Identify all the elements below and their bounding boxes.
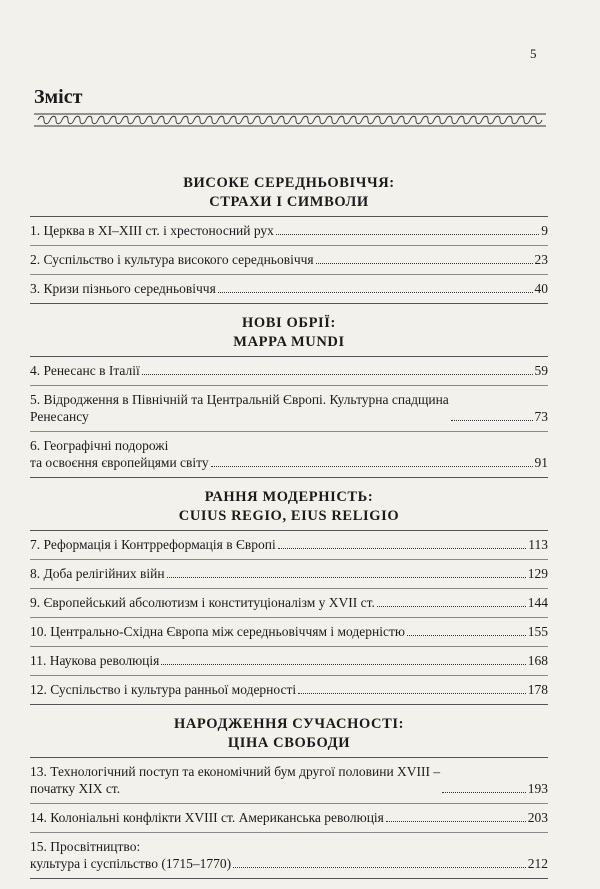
entry-page-number: 9 (541, 223, 548, 238)
toc-entry[interactable] (30, 245, 548, 274)
entry-page-number: 113 (528, 537, 548, 552)
entry-title (30, 681, 296, 698)
section-title (30, 314, 548, 352)
entry-title (30, 536, 276, 553)
toc-section (30, 488, 548, 705)
entry-title-line: 10. Центрально-Східна Європа між середньовіччям і модерністю (30, 624, 405, 639)
toc-entry[interactable] (30, 617, 548, 646)
section-title (30, 174, 548, 212)
section-title-line: MAPPA MUNDI (233, 334, 345, 350)
toc-section (30, 314, 548, 478)
entry-title (30, 391, 449, 425)
toc-entry[interactable] (30, 757, 548, 803)
dot-leader (407, 635, 526, 636)
section-title-line: CUIUS REGIO, EIUS RELIGIO (178, 508, 400, 524)
toc-entry[interactable] (30, 803, 548, 832)
toc-section (30, 715, 548, 879)
toc-entry[interactable] (30, 559, 548, 588)
entry-title-line: 6. Географічні подорожі (30, 438, 169, 453)
entry-page-number: 168 (527, 653, 548, 668)
dot-leader (442, 792, 526, 793)
toc-entry[interactable] (30, 216, 548, 245)
section-title (30, 488, 548, 526)
entry-title (30, 280, 216, 297)
entry-title-line: та освоєння європейцями світу (30, 455, 209, 470)
dot-leader (276, 234, 539, 235)
entry-page-number: 178 (527, 682, 548, 697)
dot-leader (211, 466, 533, 467)
entry-page-number: 155 (527, 624, 548, 639)
section-title-line: РАННЯ МОДЕРНІСТЬ: (204, 489, 374, 505)
entry-title (30, 565, 165, 582)
entry-title (30, 809, 384, 826)
entry-list (30, 530, 548, 705)
entry-title-line: 7. Реформація і Контрреформація в Європі (30, 537, 276, 552)
entry-title-line: 11. Наукова революція (30, 653, 160, 668)
entry-list (30, 216, 548, 304)
dot-leader (161, 664, 525, 665)
dot-leader (451, 420, 533, 421)
section-title-line: ЦІНА СВОБОДИ (227, 735, 351, 751)
entry-title-line: Ренесансу (30, 409, 89, 424)
entry-page-number: 203 (527, 810, 548, 825)
toc-section (30, 174, 548, 304)
entry-page-number: 193 (527, 781, 548, 796)
toc-entry[interactable] (30, 646, 548, 675)
entry-title (30, 437, 209, 471)
entry-title (30, 251, 314, 268)
entry-title-line: 1. Церква в XI–XIII ст. і хрестоносний рух (30, 223, 274, 238)
entry-title-line: культура і суспільство (1715–1770) (30, 856, 232, 871)
dot-leader (167, 577, 526, 578)
entry-title (30, 838, 231, 872)
ornamental-divider (34, 112, 546, 128)
entry-page-number: 23 (534, 252, 548, 267)
section-title-line: СТРАХИ І СИМВОЛИ (209, 194, 369, 210)
entry-title-line: початку XIX ст. (30, 781, 121, 796)
toc-entry[interactable] (30, 588, 548, 617)
entry-title-line: 9. Європейський абсолютизм і конституціоналізм у XVII ст. (30, 595, 375, 610)
entry-title-line: 13. Технологічний поступ та економічний бум другої половини XVIII – (30, 764, 441, 779)
dot-leader (233, 867, 526, 868)
section-title-line: ВИСОКЕ СЕРЕДНЬОВІЧЧЯ: (183, 175, 395, 191)
dot-leader (386, 821, 526, 822)
entry-title-line: 14. Колоніальні конфлікти XVIII ст. Американська революція (30, 810, 384, 825)
page-number: 5 (530, 46, 537, 61)
dot-leader (218, 292, 533, 293)
entry-page-number: 73 (534, 409, 548, 424)
entry-title (30, 652, 159, 669)
dot-leader (278, 548, 527, 549)
entry-title-line: 8. Доба релігійних війн (30, 566, 165, 581)
toc-entry[interactable] (30, 385, 548, 431)
entry-title (30, 594, 375, 611)
entry-page-number: 91 (534, 455, 548, 470)
entry-page-number: 212 (527, 856, 548, 871)
entry-title-line: 3. Кризи пізнього середньовіччя (30, 281, 216, 296)
section-title (30, 715, 548, 753)
entry-page-number: 129 (527, 566, 548, 581)
table-of-contents (30, 174, 548, 889)
entry-list (30, 356, 548, 478)
entry-title-line: 5. Відродження в Північній та Центральній Європі. Культурна спадщина (30, 392, 449, 407)
toc-entry[interactable] (30, 274, 548, 304)
toc-entry[interactable] (30, 356, 548, 385)
entry-title (30, 362, 140, 379)
entry-page-number: 144 (527, 595, 548, 610)
section-title-line: НАРОДЖЕННЯ СУЧАСНОСТІ: (173, 716, 405, 732)
page-title: Зміст (34, 86, 83, 108)
dot-leader (316, 263, 533, 264)
section-title-line: НОВІ ОБРІЇ: (242, 315, 336, 331)
entry-title-line: 4. Ренесанс в Італії (30, 363, 140, 378)
dot-leader (298, 693, 526, 694)
toc-entry[interactable] (30, 431, 548, 478)
entry-page-number: 40 (534, 281, 548, 296)
entry-list (30, 757, 548, 879)
entry-title-line: 2. Суспільство і культура високого середньовіччя (30, 252, 314, 267)
entry-title (30, 623, 405, 640)
entry-title-line: 15. Просвітництво: (30, 839, 141, 854)
dot-leader (377, 606, 526, 607)
toc-entry[interactable] (30, 832, 548, 879)
dot-leader (142, 374, 533, 375)
entry-title (30, 763, 440, 797)
entry-title (30, 222, 274, 239)
entry-page-number: 59 (534, 363, 548, 378)
toc-entry[interactable] (30, 675, 548, 705)
entry-title-line: 12. Суспільство і культура ранньої модерності (30, 682, 297, 697)
toc-entry[interactable] (30, 530, 548, 559)
